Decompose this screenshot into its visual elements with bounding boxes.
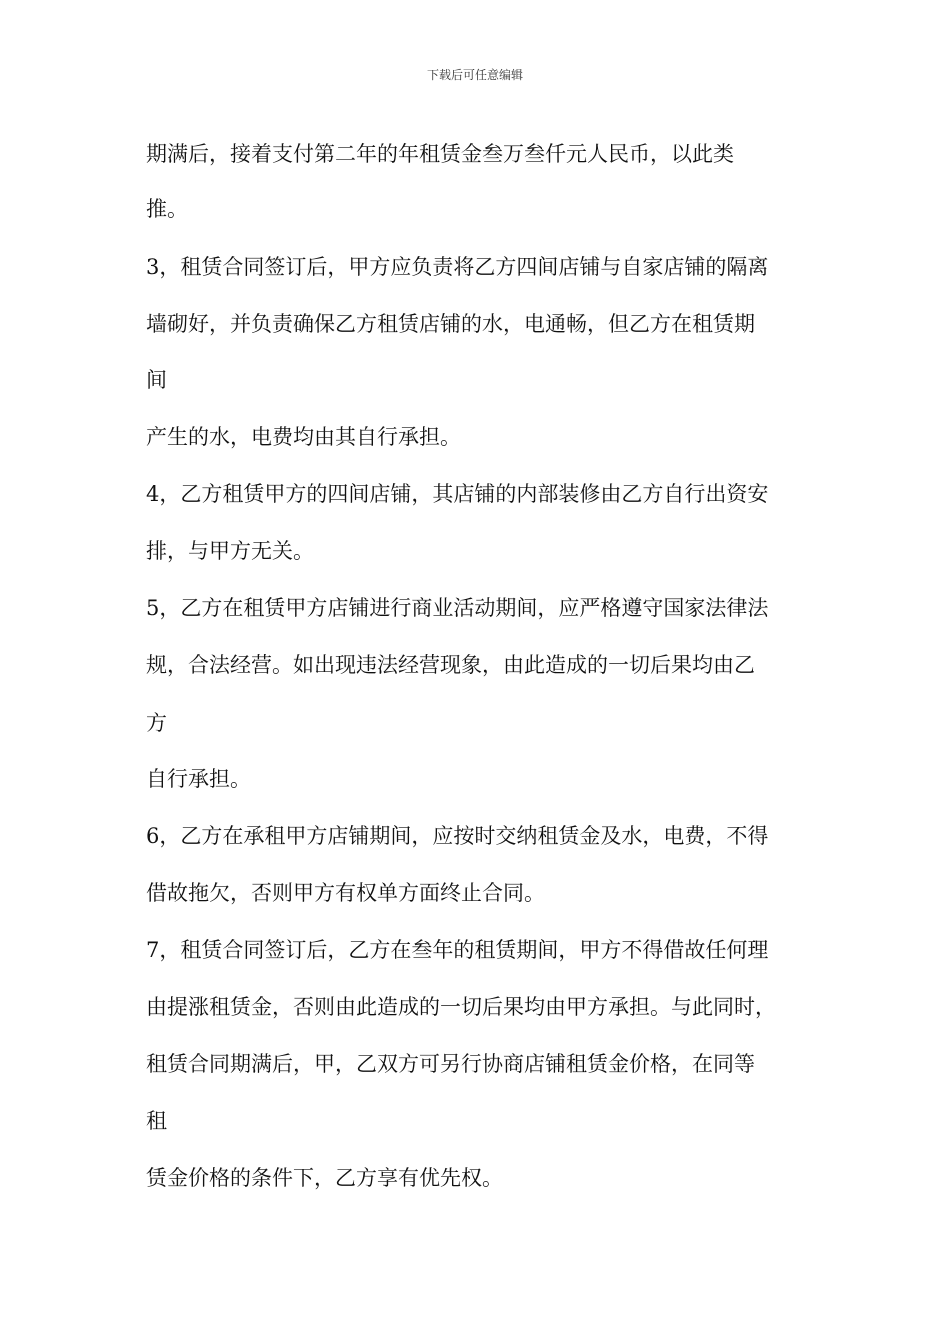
text-line: 产生的水，电费均由其自行承担。 xyxy=(146,425,461,449)
text-line: 自行承担。 xyxy=(146,767,251,791)
text-line: 排，与甲方无关。 xyxy=(146,539,314,563)
text-line: 4，乙方租赁甲方的四间店铺，其店铺的内部装修由乙方自行出资安 xyxy=(146,482,769,506)
text-line: 3，租赁合同签订后，甲方应负责将乙方四间店铺与自家店铺的隔离 xyxy=(146,255,769,279)
text-line: 5，乙方在租赁甲方店铺进行商业活动期间，应严格遵守国家法律法 xyxy=(146,596,769,620)
text-line: 7，租赁合同签订后，乙方在叁年的租赁期间，甲方不得借故任何理 xyxy=(146,938,769,962)
text-line: 间 xyxy=(146,368,167,392)
text-line: 由提涨租赁金，否则由此造成的一切后果均由甲方承担。与此同时， xyxy=(146,995,776,1019)
text-line: 推。 xyxy=(146,197,188,221)
text-line: 墙砌好，并负责确保乙方租赁店铺的水，电通畅，但乙方在租赁期 xyxy=(146,312,755,336)
page-header: 下载后可任意编辑 xyxy=(426,68,523,82)
text-line: 借故拖欠，否则甲方有权单方面终止合同。 xyxy=(146,881,545,905)
text-line: 赁金价格的条件下，乙方享有优先权。 xyxy=(146,1166,503,1190)
text-line: 租赁合同期满后，甲，乙双方可另行协商店铺租赁金价格，在同等 xyxy=(146,1052,755,1076)
text-line: 规，合法经营。如出现违法经营现象，由此造成的一切后果均由乙 xyxy=(146,653,755,677)
text-line: 期满后，接着支付第二年的年租赁金叁万叁仟元人民币，以此类 xyxy=(146,142,734,166)
text-line: 租 xyxy=(146,1109,167,1133)
text-line: 方 xyxy=(146,711,167,735)
text-line: 6，乙方在承租甲方店铺期间，应按时交纳租赁金及水，电费，不得 xyxy=(146,824,769,848)
